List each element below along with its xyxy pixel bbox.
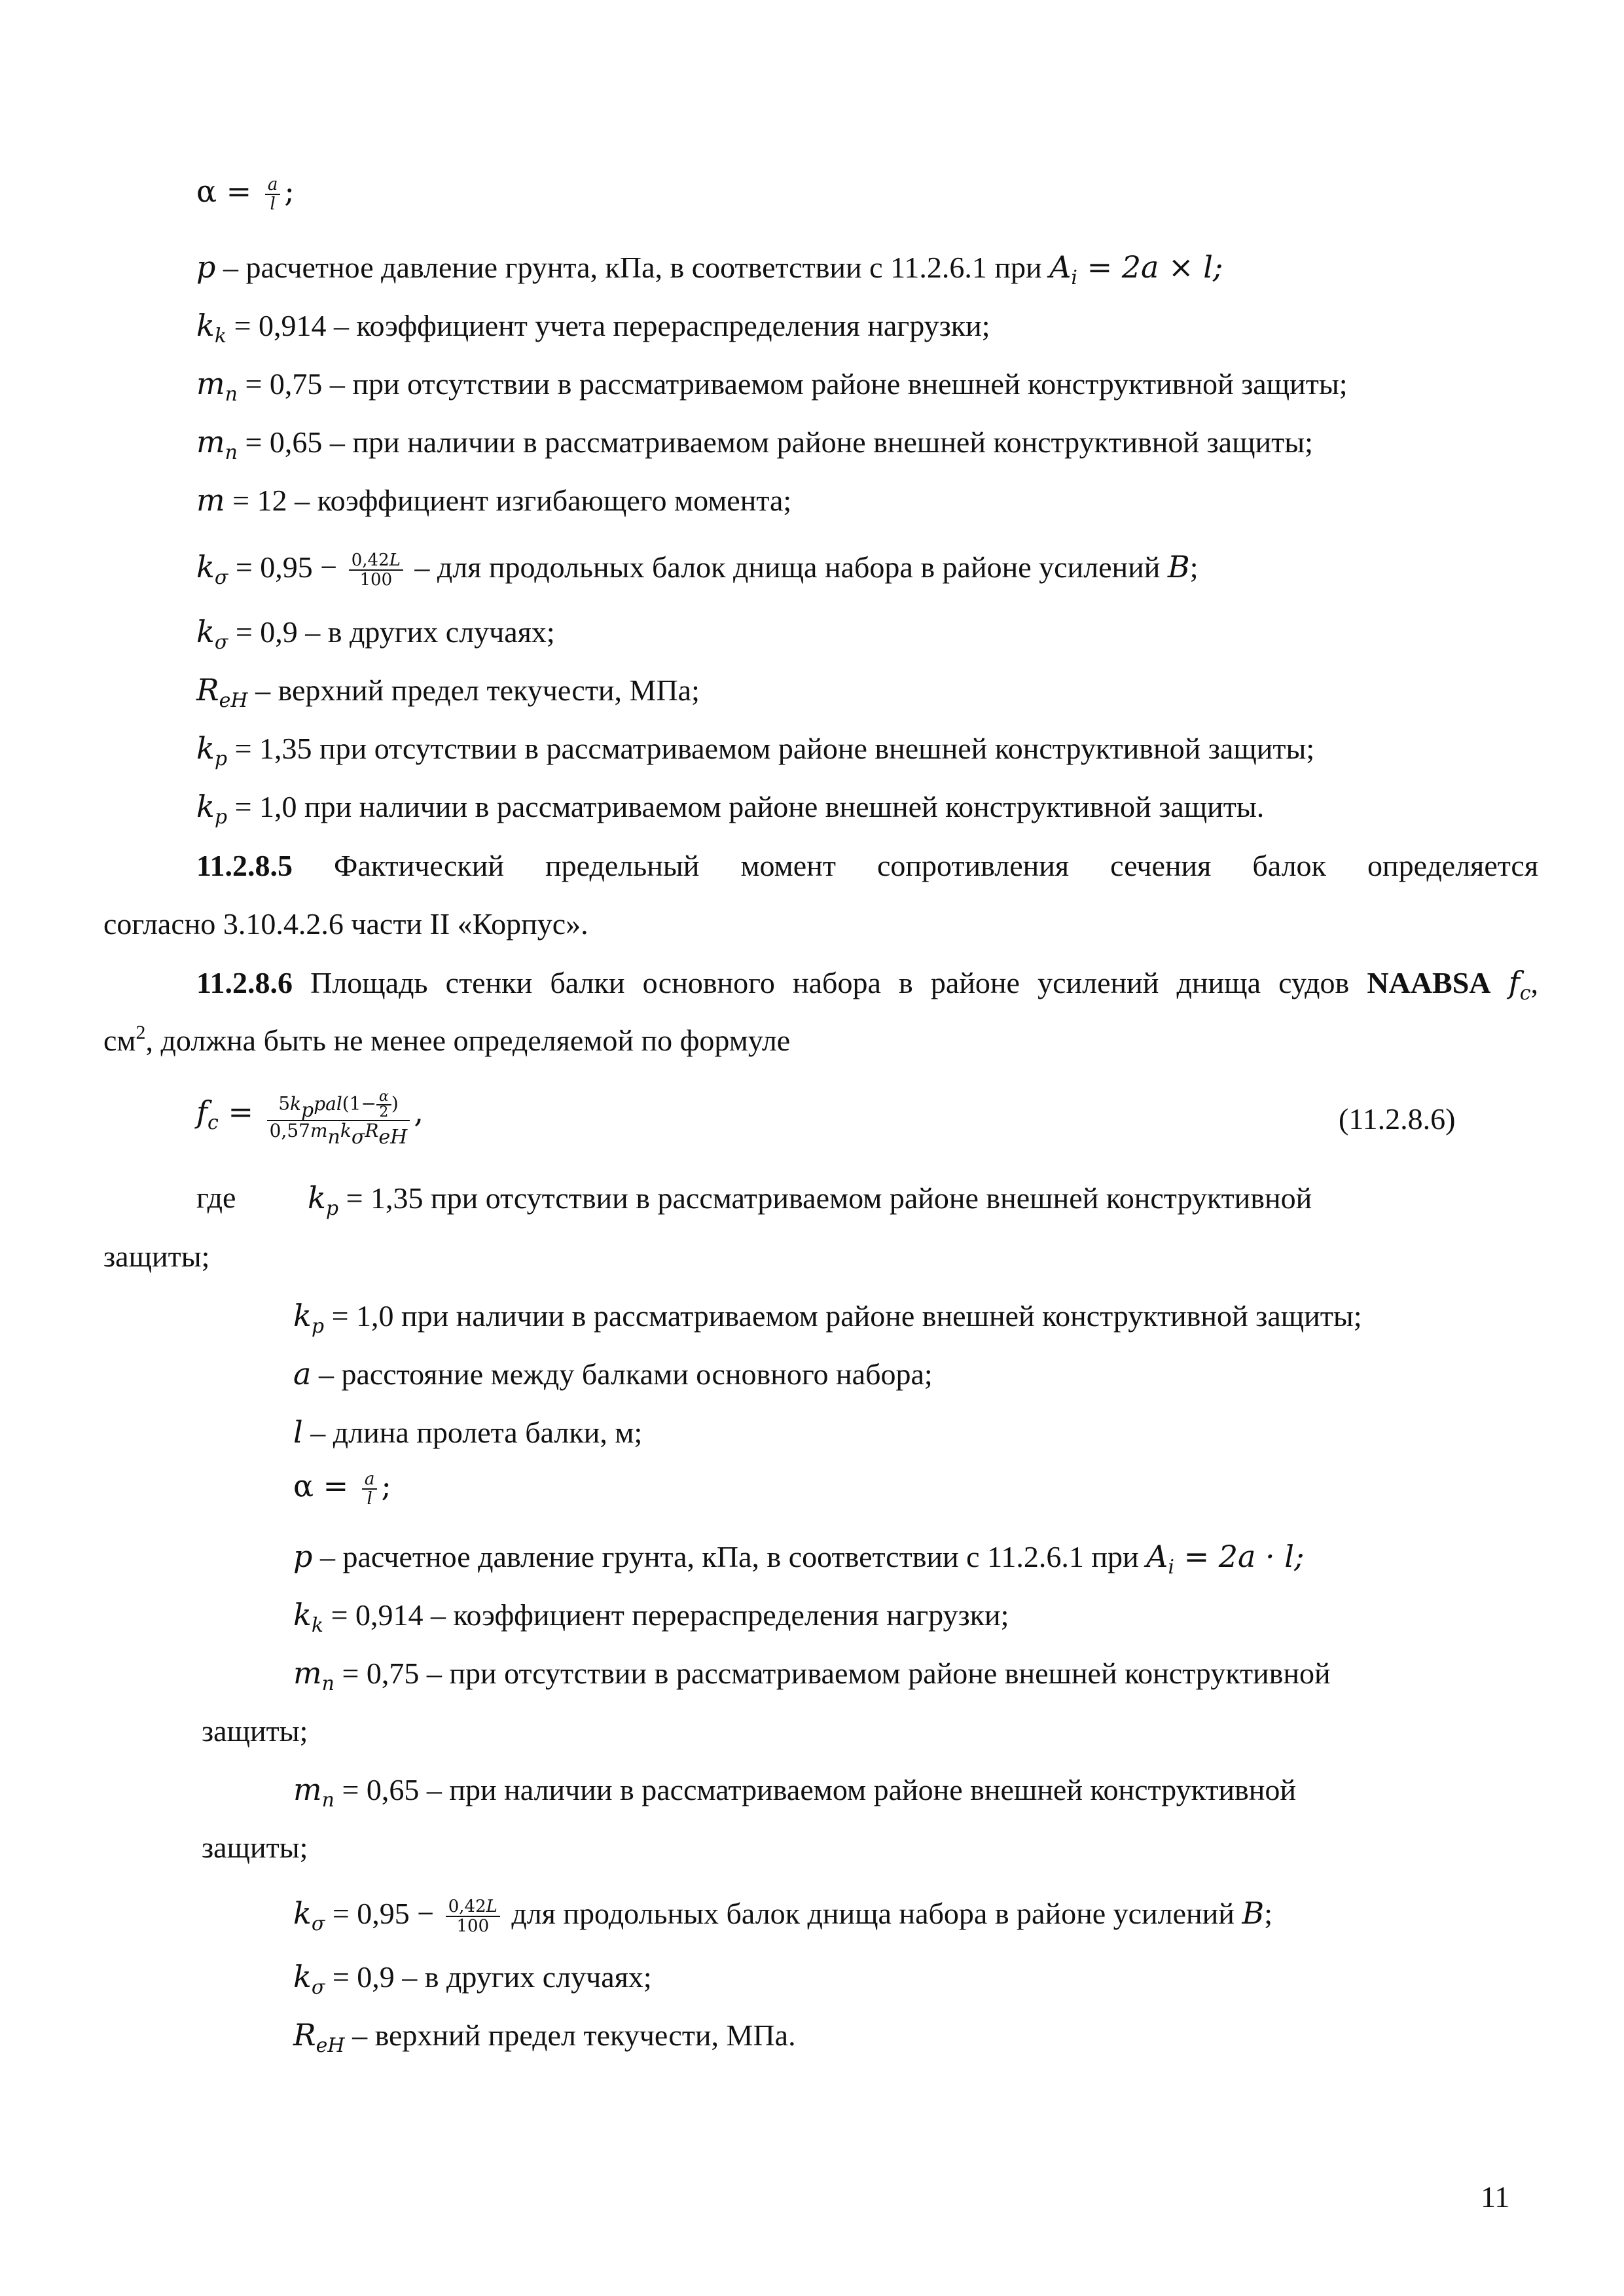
ksigma-definition-2: $k_\sigma = 0,9 - в$ других случаях; — [196, 614, 555, 654]
ksigma-where-2: $k_\sigma = 0,9 - в$ других случаях; — [293, 1959, 652, 1999]
kp-definition-1: $k_p = 1,35$ при отсутствии в рассматриваемом районе внешней конструктивной защиты; — [196, 730, 1315, 770]
reh-where: $R_{eH}$ – верхний предел текучести, МПа. — [293, 2017, 796, 2057]
kp-where-1: $k_p = 1,35$ при отсутствии в рассматриваемом районе внешней конструктивной — [308, 1180, 1312, 1220]
equation-number: (11.2.8.6) — [1339, 1102, 1456, 1136]
alpha-definition-1: α = $\frac{a}{l}$ ; — [196, 173, 295, 215]
mn-where-1: $m_n = 0,75$ – при отсутствии в рассматриваемом районе внешней конструктивной — [293, 1655, 1331, 1695]
kp-where-1-cont: защиты; — [103, 1240, 210, 1273]
kk-definition-1: $k_k = 0,914$ – коэффициент учета перераспределения нагрузки; — [196, 308, 990, 348]
paragraph-11-2-8-6-cont: $см^2$, должна быть не менее определяемой по формуле — [103, 1022, 791, 1057]
paragraph-11-2-8-6: 11.2.8.6 Площадь стенки балки основного набора в районе усилений днища судов NAABSA $f_c$, — [196, 965, 1539, 1005]
paragraph-11-2-8-5: 11.2.8.5 Фактический предельный момент сопротивления сечения балок определяется — [196, 849, 1538, 882]
page-number: 11 — [1481, 2180, 1510, 2214]
kp-definition-2: $k_p = 1,0$ при наличии в рассматриваемом районе внешней конструктивной защиты. — [196, 789, 1265, 829]
kk-where: $k_k = 0,914$ – коэффициент перераспределения нагрузки; — [293, 1597, 1009, 1637]
p-definition-1: p – расчетное давление грунта, кПа, в соответствии с 11.2.6.1 при $A_i = 2a \times l$; — [196, 249, 1223, 289]
a-where: a – расстояние между балками основного набора; — [293, 1356, 933, 1391]
alpha-where: α = $\frac{a}{l}$ ; — [293, 1468, 391, 1509]
mn-where-2: $m_n = 0,65$ – при наличии в рассматриваемом районе внешней конструктивной — [293, 1772, 1296, 1812]
mn-definition-1: $m_n = 0,75$ – при отсутствии в рассматриваемом районе внешней конструктивной защиты; — [196, 366, 1348, 406]
where-label: где — [196, 1181, 236, 1214]
mn-where-2-cont: защиты; — [202, 1831, 308, 1864]
l-where: l – длина пролета балки, м; — [293, 1414, 643, 1450]
kp-where-2: $k_p = 1,0$ при наличии в рассматриваемом районе внешней конструктивной защиты; — [293, 1298, 1362, 1338]
mn-where-1-cont: защиты; — [202, 1714, 308, 1748]
paragraph-11-2-8-5-cont: согласно 3.10.4.2.6 части II «Корпус». — [103, 907, 588, 941]
p-where: p – расчетное давление грунта, кПа, в соответствии с 11.2.6.1 при $A_i = 2a \cdot l$; — [293, 1539, 1305, 1579]
ksigma-where-1: $k_\sigma = 0,95$ − $\frac{0,42L}{100}$ для продольных балок днища набора в районе усилений B; — [293, 1895, 1272, 1937]
ksigma-definition-1: $k_\sigma = 0,95$ − $\frac{0,42L}{100}$ – для продольных балок днища набора в районе усилений B; — [196, 549, 1199, 590]
m-definition: m = 12 – коэффициент изгибающего момента; — [196, 482, 792, 518]
mn-definition-2: $m_n = 0,65$ – при наличии в рассматриваемом районе внешней конструктивной защиты; — [196, 424, 1313, 464]
reh-definition-1: $R_{eH}$ – верхний предел текучести, МПа; — [196, 672, 700, 712]
formula-fc: $f_c$ = $5k_ppal(1-$ $\frac{\alpha}{2}$ ) $0,57m_nk_\sigma R_{eH}$ , — [196, 1088, 424, 1149]
